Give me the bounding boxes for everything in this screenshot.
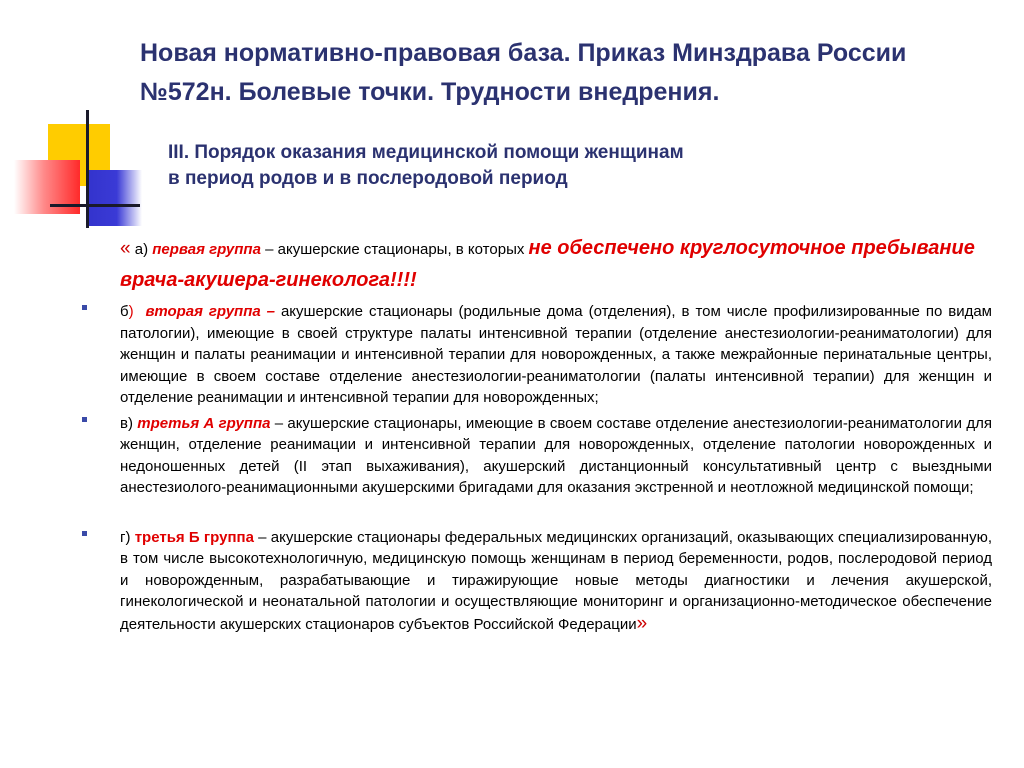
close-quote: » [636, 612, 648, 634]
slide-content [120, 233, 992, 635]
item-letter: а) [130, 241, 153, 258]
item-paren: ) [128, 303, 134, 320]
bullet-icon [82, 531, 87, 536]
item-letter: б [120, 303, 129, 320]
item-text: акушерские стационары (родильные дома (отделения), в том числе профилизированные по видам патологии), имеющие в своей структуре палаты интенсивной терапии (отделение анестезиологии-реаниматологии) для женщин и палаты реанимации и интенсивной терапии для новорожденных, а также межрайонные перинатальные центры, имеющие в своем составе отделение анестезиологии-реаниматологии (палаты интенсивной терапии) для женщин и отделение реанимации и интенсивной терапии для новорожденных; [120, 303, 992, 406]
vertical-line [86, 110, 89, 228]
blue-gradient-square [86, 170, 142, 226]
slide-subtitle [168, 140, 868, 192]
item-emphasis: не обеспечено круглосуточное пребывание врача-акушера-гинеколога!!!! [120, 237, 975, 291]
subtitle-line-2: в период родов и в послеродовой период [168, 168, 568, 189]
group-item-third-a [120, 413, 992, 499]
item-letter: в) [120, 414, 138, 432]
horizontal-line [50, 204, 140, 207]
decorative-squares [0, 0, 150, 240]
group-item-third-b [120, 527, 992, 636]
group-name: третья Б группа [134, 528, 254, 546]
bullet-icon [82, 417, 87, 422]
bullet-icon [82, 305, 87, 310]
group-name: первая группа [152, 241, 261, 258]
open-quote: « [120, 238, 131, 259]
item-letter: г) [120, 528, 135, 546]
group-item-first [120, 233, 992, 297]
group-item-second [120, 301, 992, 409]
group-name: третья А группа [137, 414, 271, 432]
item-text: – акушерские стационары, имеющие в своем составе отделение анестезиологии-реаниматологии для женщин, отделение реанимации и интенсивной терапии для новорожденных, отделение патологии новорожденных и недоношенных детей (II этап выхаживания), акушерский дистанционный консультативный центр с выездными анестезиолого-реанимационными акушерскими бригадами для оказания экстренной и неотложной медицинской помощи; [120, 414, 992, 496]
item-text: – акушерские стационары, в которых [260, 241, 529, 258]
slide-title: Новая нормативно-правовая база. Приказ Минздрава России №572н. Болевые точки. Трудности внедрения. [140, 39, 907, 106]
subtitle-line-1: III. Порядок оказания медицинской помощи женщинам [168, 142, 684, 163]
item-text: – акушерские стационары федеральных медицинских организаций, оказывающих специализированную, в том числе высокотехнологичную, медицинскую помощь женщинам в период беременности, родов, послеродовой период и новорожденным, разрабатывающие и тиражирующие новые методы диагностики и лечения акушерской, гинекологической и неонатальной патологии и осуществляющие мониторинг и организационно-методическое обеспечение деятельности акушерских стационаров субъектов Российской Федерации [120, 528, 992, 633]
group-name: вторая группа – [145, 303, 275, 320]
